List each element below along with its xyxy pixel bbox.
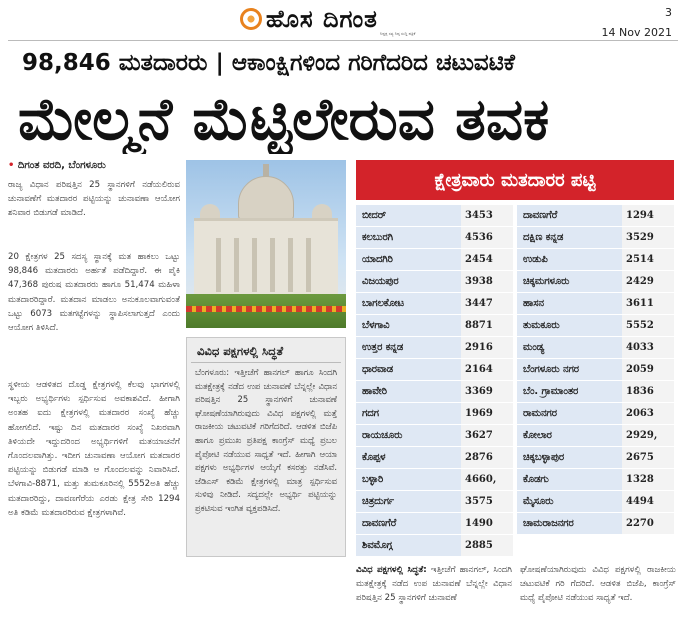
- sidebar-body: ಬೆಂಗಳೂರು: ಇತ್ತೀಚೆಗೆ ಹಾನಗಲ್ ಹಾಗೂ ಸಿಂದಗಿ ಮತಕ್ಷೇತ್ರಕ್ಕೆ ನಡೆದ ಉಪ ಚುನಾವಣೆ ಬೆನ್ನಲ್ಲೇ ವಿಧಾನ ಪರಿಷತ್ತಿನ 25 ಸ್ಥಾನಗಳಿಗೆ ಚುನಾವಣೆ ಘೋಷಣೆಯಾಗಿರುವುದು ವಿವಿಧ ಪಕ್ಷಗಳಲ್ಲಿ ಮತ್ತೆ ರಾಜಕೀಯ ಚಟುವಟಿಕೆ ಗರಿಗೆದರಿದೆ. ಆಡಳಿತ ಬಿಜೆಪಿ ಹಾಗೂ ಪ್ರಮುಖ ಪ್ರತಿಪಕ್ಷ ಕಾಂಗ್ರೆಸ್ ಮಧ್ಯೆ ಪ್ರಬಲ ಪೈಪೋಟಿ ನಡೆಯುವ ಸಾಧ್ಯತೆ ಇದೆ. ಹೀಗಾಗಿ ಆಯಾ ಪಕ್ಷಗಳು ಅಭ್ಯರ್ಥಿಗಳ ಆಯ್ಕೆಗೆ ಕಸರತ್ತು ನಡೆಸಿವೆ. ಜೆಡಿಎಸ್ ಕಡಿಮೆ ಕ್ಷೇತ್ರಗಳಲ್ಲಿ ಮಾತ್ರ ಸ್ಪರ್ಧಿಸುವ ಸುಳಿವು ನೀಡಿದೆ. ಸದ್ಯದಲ್ಲೇ ಅಭ್ಯರ್ಥಿ ಪಟ್ಟಿಯನ್ನು ಪ್ರಕಟಿಸುವ ಇಂಗಿತ ವ್ಯಕ್ತಪಡಿಸಿದೆ.: [195, 367, 337, 513]
- voter-count: 2675: [622, 447, 674, 468]
- page-number: 3: [665, 6, 672, 19]
- bottom-left-lead: ವಿವಿಧ ಪಕ್ಷಗಳಲ್ಲಿ ಸಿದ್ಧತೆ:: [356, 565, 427, 575]
- bottom-left-text: [356, 563, 512, 606]
- voter-count: 2929,: [622, 425, 674, 446]
- masthead-tagline: ನಿಷ್ಪಕ್ಷ ಸತ್ಯ ನಿಷ್ಠ ಸುದ್ದಿ ಪತ್ರಿಕೆ: [380, 31, 416, 36]
- voter-count: 1969: [461, 403, 513, 424]
- district-name: ಕೋಲಾರ: [517, 425, 622, 446]
- district-name: ಬಳ್ಳಾರಿ: [356, 469, 461, 490]
- voter-count: 1328: [622, 469, 674, 490]
- district-name: ದಾವಣಗೆರೆ: [356, 513, 461, 534]
- bullet-icon: •: [8, 160, 15, 171]
- district-name: ಬೆಂಗಳೂರು ನಗರ: [517, 359, 622, 380]
- voters-table-left: [356, 205, 513, 557]
- table-row: [356, 381, 513, 403]
- voter-count: 4033: [622, 337, 674, 358]
- table-row: [356, 227, 513, 249]
- voter-count: 1836: [622, 381, 674, 402]
- voter-count: 3611: [622, 293, 674, 314]
- table-title: ಕ್ಷೇತ್ರವಾರು ಮತದಾರರ ಪಟ್ಟಿ: [356, 160, 674, 200]
- voter-count: 3938: [461, 271, 513, 292]
- byline-text: ದಿಗಂತ ವರದಿ, ಬೆಂಗಳೂರು: [17, 160, 106, 171]
- voter-count: 3369: [461, 381, 513, 402]
- table-row: [517, 249, 674, 271]
- table-row: [517, 469, 674, 491]
- sidebar-title: ವಿವಿಧ ಪಕ್ಷಗಳಲ್ಲಿ ಸಿದ್ಧತೆ: [191, 338, 341, 363]
- article-paragraph-3: ಸ್ಥಳೀಯ ಆಡಳಿತದ ದೊಡ್ಡ ಕ್ಷೇತ್ರಗಳಲ್ಲಿ ಕೆಲವು ಭಾಗಗಳಲ್ಲಿ ಇಬ್ಬರು ಅಭ್ಯರ್ಥಿಗಳು ಸ್ಪರ್ಧಿಸುವ ಅವಕಾಶವಿದೆ. ಹೀಗಾಗಿ ಅಂತಹ ಐದು ಕ್ಷೇತ್ರಗಳಲ್ಲಿ ಮತದಾರರ ಸಂಖ್ಯೆ ಹೆಚ್ಚು ಹೋಗಲಿದೆ. ಇಷ್ಟು ದಿನ ಮತದಾರರ ಸಂಖ್ಯೆ ನಿಖರವಾಗಿ ತಿಳಿಯದೇ ಇದ್ದುದರಿಂದ ಅಭ್ಯರ್ಥಿಗಳಿಗೆ ಮತಯಾಚನೆಗೆ ಗೊಂದಲವಾಗಿತ್ತು. ಇದೀಗ ಚುನಾವಣಾ ಆಯೋಗ ಮತದಾರರ ಪಟ್ಟಿಯನ್ನು ಬಿಡುಗಡೆ ಮಾಡಿ ಆ ಗೊಂದಲವನ್ನು ನಿವಾರಿಸಿದೆ. ಬೆಳಗಾವಿ-8871, ಮತ್ತು ತುಮಕೂರಿನಲ್ಲಿ 5552ಅತಿ ಹೆಚ್ಚು ಮತದಾರರಿದ್ದು, ದಾವಣಗೆರೆಯ ಎರಡು ಕ್ಷೇತ್ರ ಸೇರಿ 1294 ಅತಿ ಕಡಿಮೆ ಮತದಾರರಿರುವ ಕ್ಷೇತ್ರಗಳಾಗಿವೆ.: [8, 380, 180, 518]
- voter-count: 2059: [622, 359, 674, 380]
- table-row: [356, 271, 513, 293]
- voter-count: 3453: [461, 205, 513, 226]
- issue-date: 14 Nov 2021: [601, 26, 672, 39]
- table-row: [517, 491, 674, 513]
- district-name: ಕೊಡಗು: [517, 469, 622, 490]
- table-row: [356, 403, 513, 425]
- table-row: [356, 315, 513, 337]
- table-row: [517, 227, 674, 249]
- voter-count: 2429: [622, 271, 674, 292]
- kicker: 98,846 ಮತದಾರರು | ಆಕಾಂಕ್ಷಿಗಳಿಂದ ಗರಿಗೆದರಿದ ಚಟುವಟಿಕೆ: [22, 50, 515, 76]
- voter-count: 2454: [461, 249, 513, 270]
- district-name: ಹಾಸನ: [517, 293, 622, 314]
- voter-count: 4494: [622, 491, 674, 512]
- bottom-right-text: ಘೋಷಣೆಯಾಗಿರುವುದು ವಿವಿಧ ಪಕ್ಷಗಳಲ್ಲಿ ರಾಜಕೀಯ ಚಟುವಟಿಕೆ ಗರಿ ಗೆದರಿದೆ. ಆಡಳಿತ ಬಿಜೆಪಿ, ಕಾಂಗ್ರೆಸ್ ಮಧ್ಯೆ ಪೈಪೋಟಿ ನಡೆಯುವ ಸಾಧ್ಯತೆ ಇದೆ.: [520, 565, 676, 604]
- table-row: [356, 293, 513, 315]
- masthead-divider: [8, 40, 678, 41]
- district-name: ರಾಮನಗರ: [517, 403, 622, 424]
- table-row: [517, 271, 674, 293]
- district-name: ಬಾಗಲಕೋಟ: [356, 293, 461, 314]
- voter-count: 2885: [461, 535, 513, 556]
- district-name: ಬೆಳಗಾವಿ: [356, 315, 461, 336]
- district-name: ಚಿಕ್ಕಮಗಳೂರು: [517, 271, 622, 292]
- district-name: ಯಾದಗಿರಿ: [356, 249, 461, 270]
- vidhana-soudha-photo: [186, 160, 346, 328]
- table-row: [517, 337, 674, 359]
- district-name: ರಾಯಚೂರು: [356, 425, 461, 446]
- voter-count: 2876: [461, 447, 513, 468]
- district-name: ದಾವಣಗೆರೆ: [517, 205, 622, 226]
- table-row: [517, 315, 674, 337]
- district-name: ಚಾಮರಾಜನಗರ: [517, 513, 622, 534]
- district-name: ಗದಗ: [356, 403, 461, 424]
- district-name: ದಕ್ಷಿಣ ಕನ್ನಡ: [517, 227, 622, 248]
- voter-count: 4660,: [461, 469, 513, 490]
- table-row: [356, 469, 513, 491]
- district-name: ಕೊಪ್ಪಳ: [356, 447, 461, 468]
- district-name: ಧಾರವಾಡ: [356, 359, 461, 380]
- bottom-left-body: ಇತ್ತೀಚೆಗೆ ಹಾನಗಲ್, ಸಿಂದಗಿ ಮತಕ್ಷೇತ್ರಕ್ಕೆ ನಡೆದ ಉಪ ಚುನಾವಣೆ ಬೆನ್ನಲ್ಲೇ ವಿಧಾನ ಪರಿಷತ್ತಿನ 25 ಸ್ಥಾನಗಳಿಗೆ ಚುನಾವಣೆ: [356, 565, 513, 604]
- article-paragraph-2: 20 ಕ್ಷೇತ್ರಗಳ 25 ಸದಸ್ಯ ಸ್ಥಾನಕ್ಕೆ ಮತ ಹಾಕಲು ಒಟ್ಟು 98,846 ಮತದಾರರು ಅರ್ಹತೆ ಪಡೆದಿದ್ದಾರೆ. ಈ ಪೈಕಿ 47,368 ಪುರುಷ ಮತದಾರರು ಹಾಗೂ 51,474 ಮಹಿಳಾ ಮತದಾರರಿದ್ದಾರೆ. ಮತದಾನ ಮಾಡಲು ಅನುಕೂಲವಾಗುವಂತೆ ಒಟ್ಟು 6073 ಮತಗಟ್ಟೆಗಳನ್ನು ಸ್ಥಾಪಿಸಲಾಗುತ್ತದೆ ಎಂದು ಆಯೋಗ ತಿಳಿಸಿದೆ.: [8, 252, 180, 334]
- table-row: [517, 205, 674, 227]
- voter-count: 2063: [622, 403, 674, 424]
- voter-count: 3627: [461, 425, 513, 446]
- table-row: [517, 293, 674, 315]
- district-name: ಕಲಬುರಗಿ: [356, 227, 461, 248]
- newspaper-name: ಹೊಸ ದಿಗಂತ: [266, 5, 378, 33]
- byline: [8, 160, 106, 171]
- headline: ಮೇಲ್ಮನೆ ಮೆಟ್ಟಿಲೇರುವ ತವಕ: [18, 85, 550, 153]
- sidebar-box: [186, 337, 346, 557]
- district-name: ಹಾವೇರಿ: [356, 381, 461, 402]
- district-name: ಉತ್ತರ ಕನ್ನಡ: [356, 337, 461, 358]
- voters-table-right: [517, 205, 674, 535]
- district-name: ಬೆಂ. ಗ್ರಾಮಾಂತರ: [517, 381, 622, 402]
- table-row: [356, 249, 513, 271]
- table-row: [356, 205, 513, 227]
- table-row: [356, 513, 513, 535]
- article-paragraph-1: ರಾಜ್ಯ ವಿಧಾನ ಪರಿಷತ್ತಿನ 25 ಸ್ಥಾನಗಳಿಗೆ ನಡೆಯಲಿರುವ ಚುನಾವಣೆಗೆ ಮತದಾರರ ಪಟ್ಟಿಯನ್ನು ಚುನಾವಣಾ ಆಯೋಗ ಶನಿವಾರ ಬಿಡುಗಡೆ ಮಾಡಿದೆ.: [8, 180, 180, 219]
- district-name: ಶಿವಮೊಗ್ಗ: [356, 535, 461, 556]
- district-name: ಬೀದರ್: [356, 205, 461, 226]
- district-name: ಮಂಡ್ಯ: [517, 337, 622, 358]
- sun-logo-icon: [240, 8, 262, 30]
- district-name: ಚಿಕ್ಕಬಳ್ಳಾಪುರ: [517, 447, 622, 468]
- voter-count: 4536: [461, 227, 513, 248]
- voter-count: 3529: [622, 227, 674, 248]
- table-row: [356, 535, 513, 557]
- table-row: [517, 513, 674, 535]
- table-row: [517, 381, 674, 403]
- table-row: [517, 359, 674, 381]
- district-name: ತುಮಕೂರು: [517, 315, 622, 336]
- table-row: [517, 425, 674, 447]
- district-name: ಮೈಸೂರು: [517, 491, 622, 512]
- voter-count: 1294: [622, 205, 674, 226]
- voter-count: 2164: [461, 359, 513, 380]
- table-row: [517, 447, 674, 469]
- voter-count: 3575: [461, 491, 513, 512]
- voter-count: 1490: [461, 513, 513, 534]
- voter-count: 3447: [461, 293, 513, 314]
- voter-count: 2514: [622, 249, 674, 270]
- table-row: [356, 425, 513, 447]
- table-row: [356, 491, 513, 513]
- table-row: [356, 447, 513, 469]
- voter-count: 2270: [622, 513, 674, 534]
- table-row: [356, 337, 513, 359]
- voter-count: 2916: [461, 337, 513, 358]
- masthead: [240, 4, 416, 36]
- district-name: ವಿಜಯಪುರ: [356, 271, 461, 292]
- district-name: ಚಿತ್ರದುರ್ಗ: [356, 491, 461, 512]
- voter-count: 8871: [461, 315, 513, 336]
- voter-count: 5552: [622, 315, 674, 336]
- table-row: [356, 359, 513, 381]
- district-name: ಉಡುಪಿ: [517, 249, 622, 270]
- table-row: [517, 403, 674, 425]
